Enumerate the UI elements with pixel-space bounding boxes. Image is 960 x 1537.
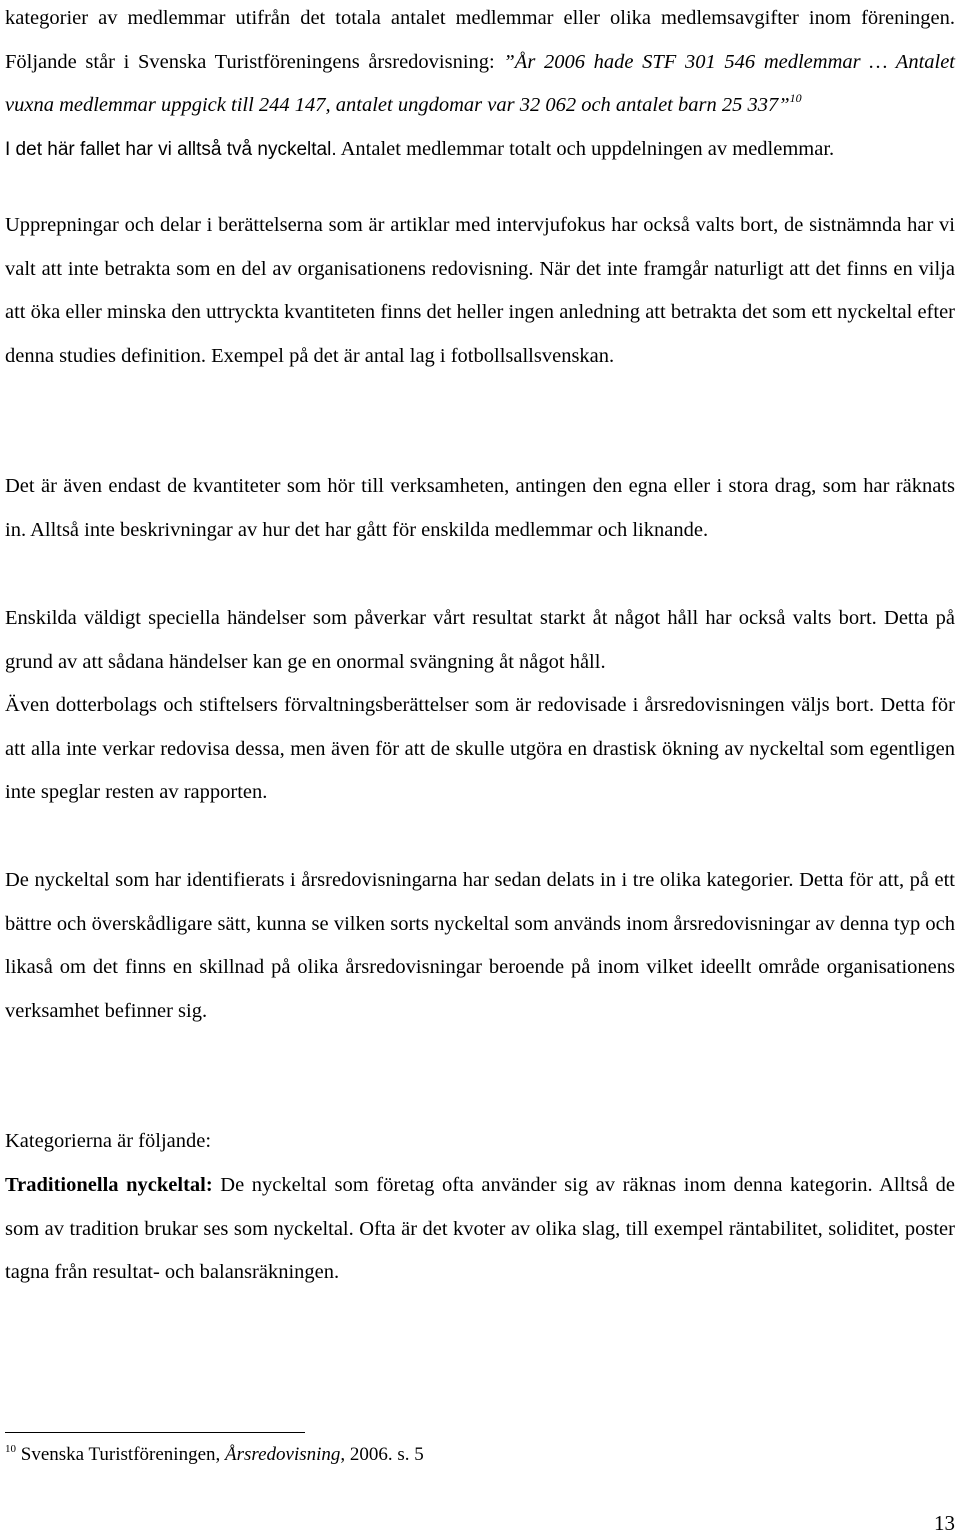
paragraph-text-sans: I det här fallet har vi alltså två nyckeltal.: [5, 138, 337, 160]
paragraph-text: kategorier av medlemmar utifrån det totala antalet medlemmar eller olika medlemsavgifter inom föreningen. Följande står i Svenska Turistföreningens årsredovisning:: [5, 7, 955, 73]
footnote-reference: 10: [789, 91, 802, 105]
footnote-number: 10: [5, 1443, 16, 1455]
paragraph-special-events: Enskilda väldigt speciella händelser som påverkar vårt resultat starkt åt något håll har också valts bort. Detta på grund av att sådana händelser kan ge en onormal svängning åt något håll.: [5, 607, 955, 673]
page-number: 13: [934, 1511, 955, 1535]
paragraph-repetitions: Upprepningar och delar i berättelserna som är artiklar med intervjufokus har också valts bort, de sistnämnda har vi valt att inte betrakta som en del av organisationens redovisning. När det inte framgår naturligt att det finns en vilja att öka eller minska den uttryckta kvantiteten finns det heller ingen anledning att betrakta det som ett nyckeltal efter denna studies definition. Exempel på det är antal lag i fotbollsallsvenskan.: [5, 214, 955, 367]
footnote-divider: [5, 1432, 305, 1433]
term-heading: Traditionella nyckeltal:: [5, 1174, 213, 1196]
paragraph-traditional-keyfigures: [5, 1164, 955, 1295]
paragraph-subsidiaries: Även dotterbolags och stiftelsers förvaltningsberättelser som är redovisade i årsredovisningen väljs bort. Detta för att alla inte verkar redovisa dessa, men även för att de skulle utgöra en drastisk ökning av nyckeltal som egentligen inte speglar resten av rapporten.: [5, 694, 955, 803]
paragraph-categories-intro: De nyckeltal som har identifierats i årsredovisningarna har sedan delats in i tre olika kategorier. Detta för att, på ett bättre och överskådligare sätt, kunna se vilken sorts nyckeltal som används inom årsredovisningar av denna typ och likaså om det finns en skillnad på olika årsredovisningar beroende på inom vilket ideellt område organisationens verksamhet befinner sig.: [5, 869, 955, 1022]
footnote: [5, 1440, 955, 1470]
paragraph-quantities: Det är även endast de kvantiteter som hör till verksamheten, antingen den egna eller i stora drag, som har räknats in. Alltså inte beskrivningar av hur det har gått för enskilda medlemmar och liknande.: [5, 475, 955, 541]
paragraph-membership-example: [5, 0, 955, 171]
quoted-text: ”År 2006 hade STF 301 546 medlemmar … Antalet vuxna medlemmar uppgick till 244 147, antalet ungdomar var 32 062 och antalet barn 25 337”: [5, 50, 956, 116]
footnote-title: Årsredovisning: [225, 1444, 341, 1465]
footnote-rest: , 2006. s. 5: [340, 1444, 424, 1465]
footnote-source: Svenska Turistföreningen,: [16, 1444, 225, 1465]
paragraph-text: Antalet medlemmar totalt och uppdelningen av medlemmar.: [336, 137, 835, 160]
paragraph-text: De nyckeltal som företag ofta använder sig av räknas inom denna kategorin. Alltså de som av tradition brukar ses som nyckeltal. Ofta är det kvoter av olika slag, till exempel räntabilitet, soliditet, poster tagna från resultat- och balansräkningen.: [5, 1174, 955, 1283]
paragraph-categories-label: Kategorierna är följande:: [5, 1130, 212, 1152]
document-page: [5, 0, 955, 1537]
